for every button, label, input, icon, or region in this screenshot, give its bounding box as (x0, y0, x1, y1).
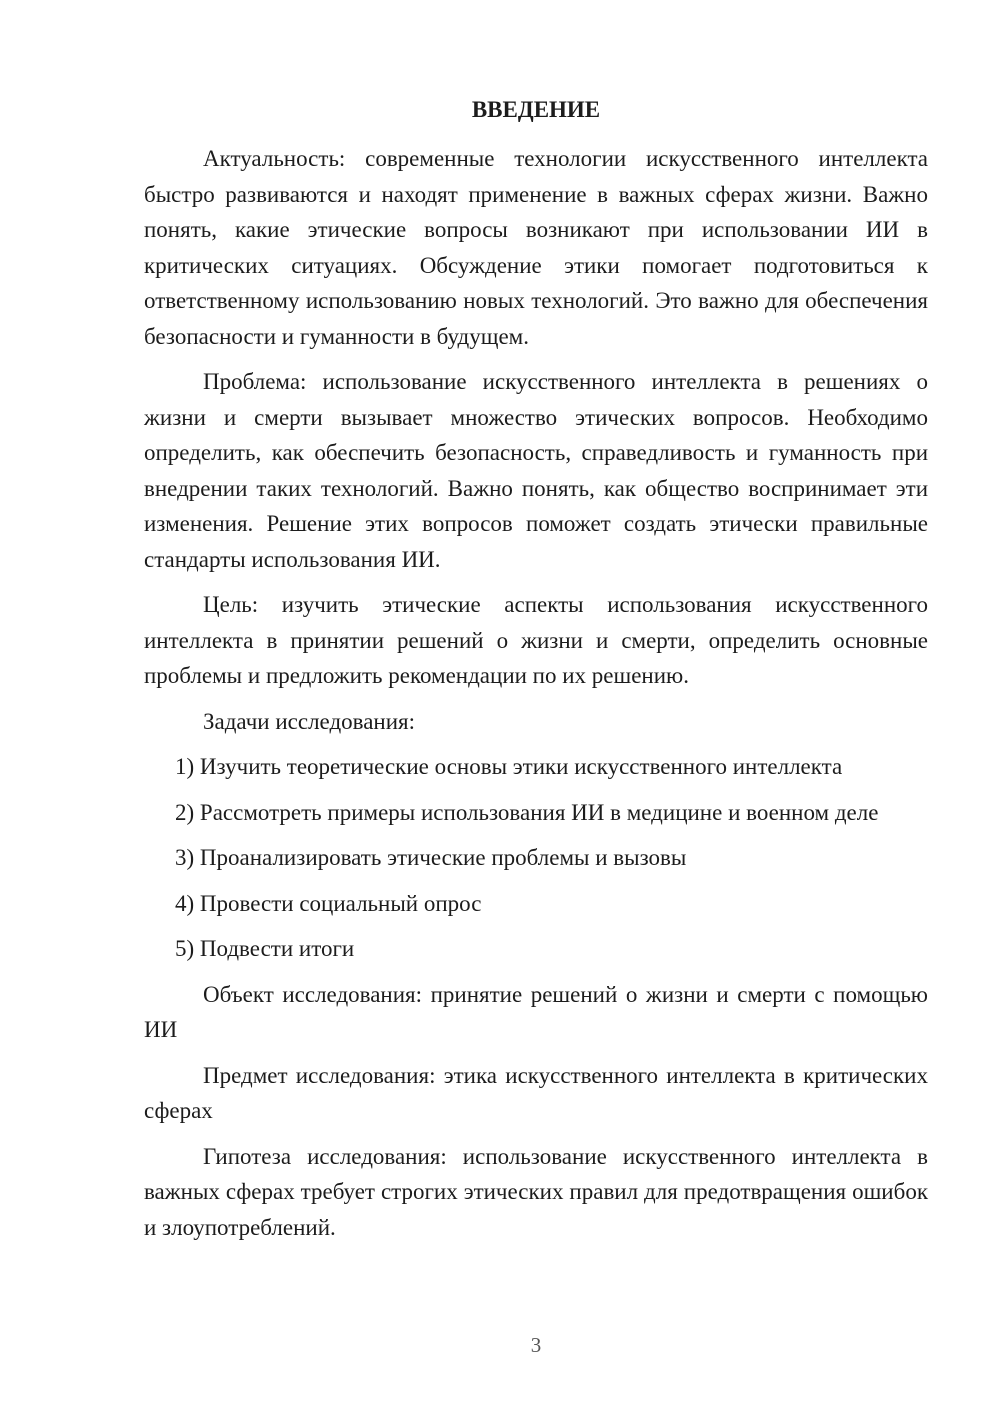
page-number: 3 (530, 1333, 542, 1357)
task-item: 5) Подвести итоги (175, 936, 355, 961)
tasks-heading: Задачи исследования: (203, 708, 416, 734)
page-title: ВВЕДЕНИЕ (471, 97, 601, 122)
problem-paragraph: Проблема: использование искусственного интеллекта в решениях о жизни и смерти вызывает множество этических вопросов. Необходимо определить, как обеспечить безопасность, справедливость и гуманность при внедрении таких технологий. Важно понять, как общество воспринимает эти изменения. Решение этих вопросов поможет создать этически правильные стандарты использования ИИ. (144, 369, 928, 572)
tasks-list (144, 749, 928, 967)
relevance-paragraph: Актуальность: современные технологии искусственного интеллекта быстро развиваются и находят применение в важных сферах жизни. Важно понять, какие этические вопросы возникают при использовании ИИ в критических ситуациях. Обсуждение этики помогает подготовиться к ответственному использованию новых технологий. Это важно для обеспечения безопасности и гуманности в будущем. (144, 146, 928, 349)
page-content (144, 92, 928, 1255)
hypothesis-paragraph: Гипотеза исследования: использование искусственного интеллекта в важных сферах требует строгих этических правил для предотвращения ошибок и злоупотреблений. (144, 1143, 928, 1240)
goal-paragraph: Цель: изучить этические аспекты использования искусственного интеллекта в принятии решений о жизни и смерти, определить основные проблемы и предложить рекомендации по их решению. (144, 592, 928, 688)
task-item: 4) Провести социальный опрос (175, 890, 482, 916)
subject-paragraph: Предмет исследования: этика искусственного интеллекта в критических сферах (144, 1062, 928, 1123)
task-item: 1) Изучить теоретические основы этики искусственного интеллекта (175, 754, 843, 779)
object-paragraph: Объект исследования: принятие решений о жизни и смерти с помощью ИИ (144, 981, 928, 1042)
task-item: 2) Рассмотреть примеры использования ИИ в медицине и военном деле (175, 799, 879, 825)
task-item: 3) Проанализировать этические проблемы и вызовы (175, 845, 687, 870)
